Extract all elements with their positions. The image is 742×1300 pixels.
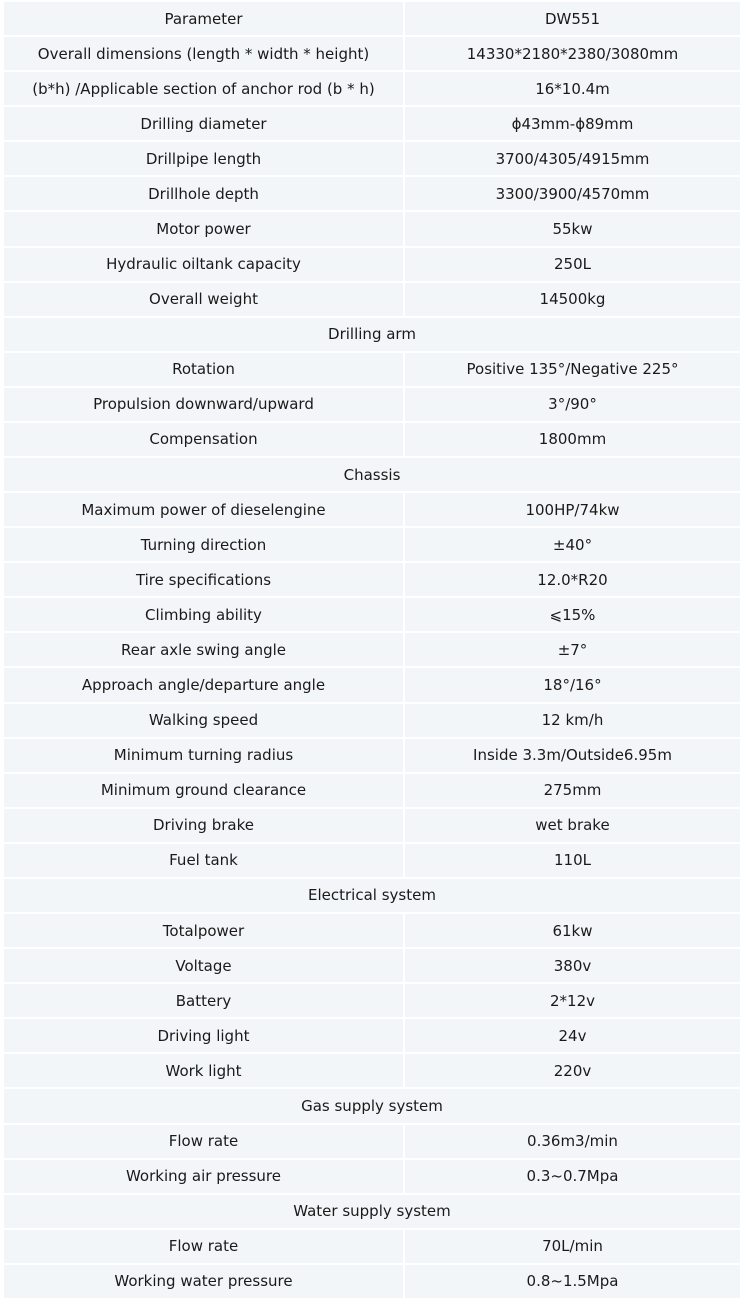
value-cell: 12 km/h (404, 703, 741, 738)
value-cell: 0.36m3/min (404, 1124, 741, 1159)
table-row (3, 141, 741, 176)
parameter-cell: Drillpipe length (3, 141, 404, 176)
parameter-cell: Maximum power of dieselengine (3, 492, 404, 527)
parameter-cell: Minimum turning radius (3, 738, 404, 773)
parameter-cell: Driving light (3, 1018, 404, 1053)
table-row (3, 703, 741, 738)
table-row (3, 1018, 741, 1053)
parameter-cell: Rear axle swing angle (3, 632, 404, 667)
value-cell: 55kw (404, 211, 741, 246)
value-cell: 100HP/74kw (404, 492, 741, 527)
parameter-cell: Fuel tank (3, 843, 404, 878)
parameter-cell: Compensation (3, 422, 404, 457)
parameter-cell: Battery (3, 983, 404, 1018)
value-cell: ±7° (404, 632, 741, 667)
section-row (3, 1194, 741, 1229)
parameter-cell: Minimum ground clearance (3, 773, 404, 808)
table-row (3, 843, 741, 878)
value-cell: 61kw (404, 913, 741, 948)
value-cell: 14500kg (404, 282, 741, 317)
parameter-cell: Working water pressure (3, 1264, 404, 1299)
value-cell: 14330*2180*2380/3080mm (404, 36, 741, 71)
header-parameter: Parameter (3, 1, 404, 36)
value-cell: Inside 3.3m/Outside6.95m (404, 738, 741, 773)
table-row (3, 597, 741, 632)
section-row (3, 457, 741, 492)
parameter-cell: Voltage (3, 948, 404, 983)
value-cell: 12.0*R20 (404, 562, 741, 597)
table-row (3, 176, 741, 211)
spec-table (2, 0, 742, 1300)
table-row (3, 71, 741, 106)
spec-table-body (3, 1, 741, 1299)
parameter-cell: Approach angle/departure angle (3, 667, 404, 702)
parameter-cell: Hydraulic oiltank capacity (3, 247, 404, 282)
value-cell: 110L (404, 843, 741, 878)
section-title: Water supply system (3, 1194, 741, 1229)
section-title: Drilling arm (3, 317, 741, 352)
table-row (3, 773, 741, 808)
parameter-cell: Work light (3, 1053, 404, 1088)
value-cell: 24v (404, 1018, 741, 1053)
section-row (3, 878, 741, 913)
table-row (3, 527, 741, 562)
parameter-cell: Tire specifications (3, 562, 404, 597)
table-row (3, 562, 741, 597)
value-cell: 18°/16° (404, 667, 741, 702)
parameter-cell: Overall weight (3, 282, 404, 317)
parameter-cell: Climbing ability (3, 597, 404, 632)
value-cell: 70L/min (404, 1229, 741, 1264)
table-row (3, 948, 741, 983)
value-cell: 0.8~1.5Mpa (404, 1264, 741, 1299)
table-row (3, 983, 741, 1018)
parameter-cell: Driving brake (3, 808, 404, 843)
value-cell: wet brake (404, 808, 741, 843)
table-row (3, 1124, 741, 1159)
table-row (3, 211, 741, 246)
value-cell: 0.3~0.7Mpa (404, 1159, 741, 1194)
parameter-cell: (b*h) /Applicable section of anchor rod (b * h) (3, 71, 404, 106)
header-model: DW551 (404, 1, 741, 36)
table-row (3, 1229, 741, 1264)
table-row (3, 738, 741, 773)
section-title: Chassis (3, 457, 741, 492)
value-cell: Positive 135°/Negative 225° (404, 352, 741, 387)
table-row (3, 106, 741, 141)
table-row (3, 247, 741, 282)
value-cell: 380v (404, 948, 741, 983)
value-cell: 1800mm (404, 422, 741, 457)
parameter-cell: Flow rate (3, 1229, 404, 1264)
parameter-cell: Motor power (3, 211, 404, 246)
value-cell: 250L (404, 247, 741, 282)
parameter-cell: Propulsion downward/upward (3, 387, 404, 422)
table-row (3, 667, 741, 702)
table-row (3, 492, 741, 527)
value-cell: 16*10.4m (404, 71, 741, 106)
parameter-cell: Drillhole depth (3, 176, 404, 211)
parameter-cell: Working air pressure (3, 1159, 404, 1194)
value-cell: 3°/90° (404, 387, 741, 422)
parameter-cell: Flow rate (3, 1124, 404, 1159)
parameter-cell: Totalpower (3, 913, 404, 948)
value-cell: ϕ43mm-ϕ89mm (404, 106, 741, 141)
table-row (3, 632, 741, 667)
value-cell: 2*12v (404, 983, 741, 1018)
value-cell: ⩽15% (404, 597, 741, 632)
table-row (3, 1053, 741, 1088)
section-row (3, 1088, 741, 1123)
value-cell: ±40° (404, 527, 741, 562)
parameter-cell: Rotation (3, 352, 404, 387)
value-cell: 220v (404, 1053, 741, 1088)
section-title: Gas supply system (3, 1088, 741, 1123)
value-cell: 275mm (404, 773, 741, 808)
table-row (3, 913, 741, 948)
table-row (3, 282, 741, 317)
table-header-row (3, 1, 741, 36)
table-row (3, 1264, 741, 1299)
parameter-cell: Overall dimensions (length * width * height) (3, 36, 404, 71)
value-cell: 3700/4305/4915mm (404, 141, 741, 176)
parameter-cell: Drilling diameter (3, 106, 404, 141)
table-row (3, 808, 741, 843)
section-title: Electrical system (3, 878, 741, 913)
value-cell: 3300/3900/4570mm (404, 176, 741, 211)
table-row (3, 422, 741, 457)
parameter-cell: Turning direction (3, 527, 404, 562)
table-row (3, 36, 741, 71)
table-row (3, 1159, 741, 1194)
table-row (3, 352, 741, 387)
table-row (3, 387, 741, 422)
section-row (3, 317, 741, 352)
parameter-cell: Walking speed (3, 703, 404, 738)
